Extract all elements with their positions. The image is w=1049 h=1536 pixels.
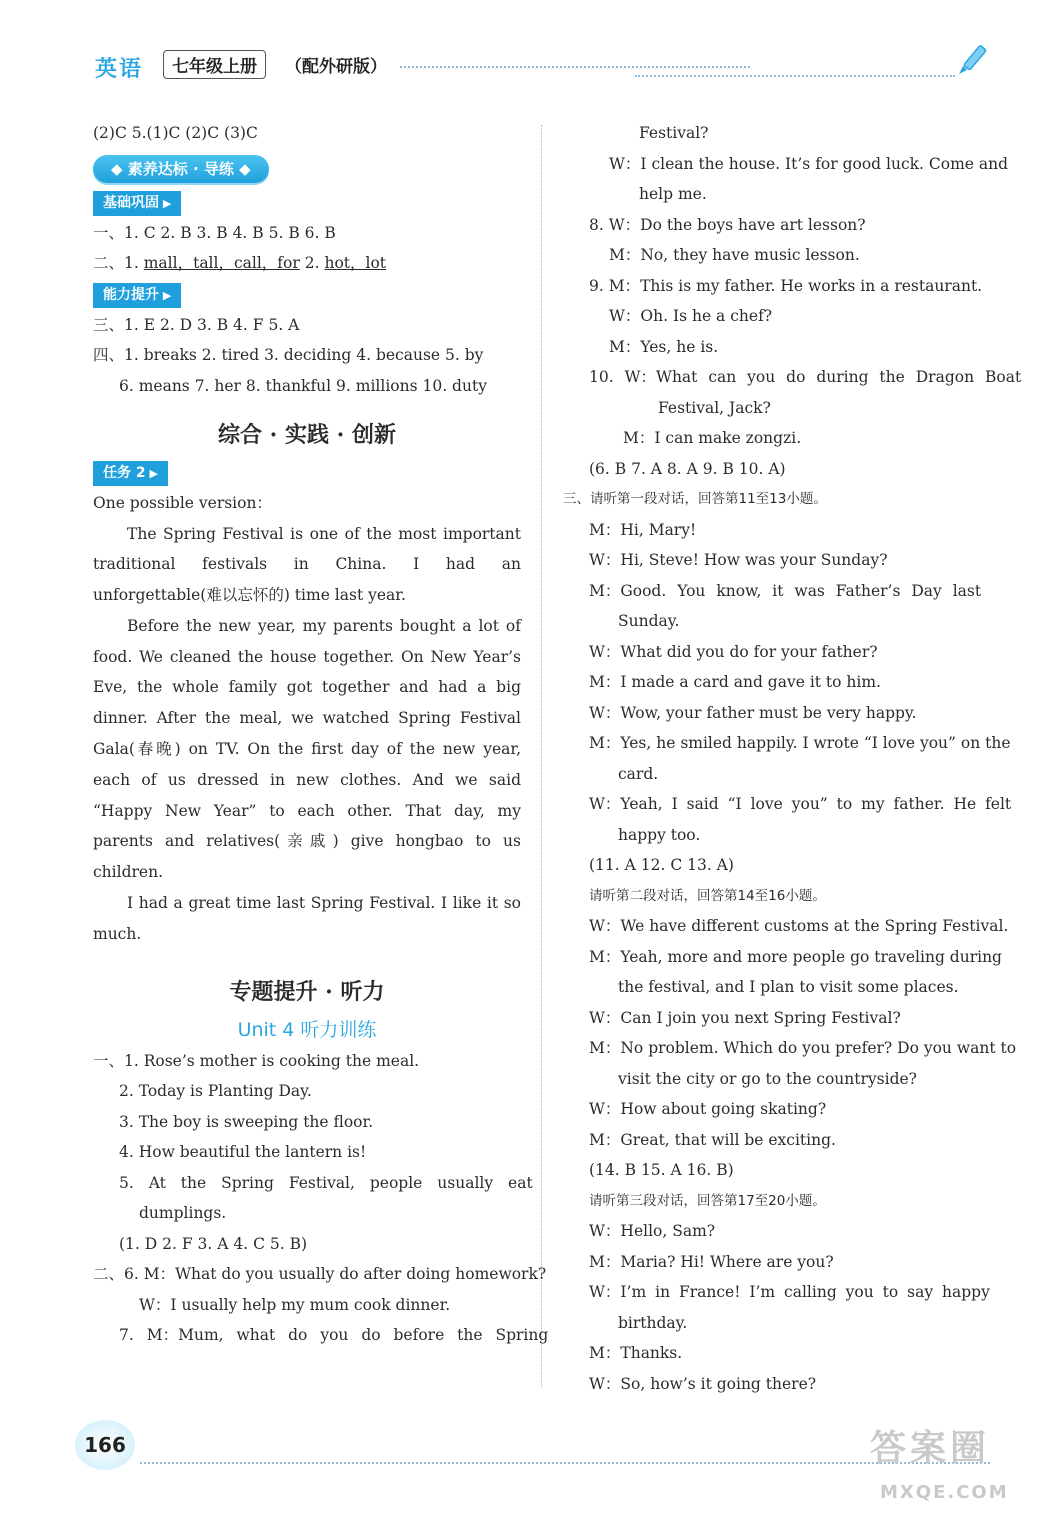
dialogue-line: 二、6. M：What do you usually do after doing homework? <box>93 1265 547 1284</box>
dialogue-line: M：Yes, he smiled happily. I wrote “I love you” on the <box>589 734 1011 752</box>
right-column <box>563 118 1022 1399</box>
dialogue-line: W：Hello, Sam? <box>589 1222 716 1240</box>
dialogue-line: W：What did you do for your father? <box>589 642 878 661</box>
basic-tag: 基础巩固 ▶ <box>93 191 181 216</box>
answer-text: mall，tall，call，for <box>143 254 300 272</box>
dialogue-line: 8. W：Do the boys have art lesson? <box>589 215 866 234</box>
section-title: 专题提升 · 听力 <box>229 978 385 1005</box>
watermark-bottom-text: MXQE.COM <box>880 1482 1009 1503</box>
answer-line: (2)C 5.(1)C (2)C (3)C <box>93 124 258 142</box>
essay-paragraph: I had a great time last Spring Festival. I like it so much. <box>93 894 521 943</box>
answer-line <box>93 248 521 279</box>
subject-label: 英语 <box>95 57 144 82</box>
watermark-logo <box>870 1420 1020 1520</box>
answer-line: 四、1. breaks 2. tired 3. deciding 4. because 5. by <box>93 346 484 364</box>
answer-text: hot，lot <box>324 254 387 272</box>
dialogue-line: M：No, they have music lesson. <box>609 246 860 264</box>
listening-line: 5. At the Spring Festival, people usually eat <box>119 1173 533 1192</box>
dialogue-line: 9. M：This is my father. He works in a restaurant. <box>589 276 983 295</box>
answer-line: 6. means 7. her 8. thankful 9. millions 10. duty <box>119 376 487 395</box>
edition-label: （配外研版） <box>285 57 387 77</box>
dialogue-line: W：We have different customs at the Spring Festival. <box>589 917 1009 935</box>
dialogue-line: M：Yeah, more and more people go traveling during <box>589 947 1002 966</box>
footer-dotted-line <box>140 1462 990 1464</box>
instruction-line: 三、请听第一段对话，回答第11至13小题。 <box>563 491 827 507</box>
dialogue-line: visit the city or go to the countryside? <box>618 1069 917 1088</box>
instruction-line: 请听第三段对话，回答第17至20小题。 <box>589 1192 826 1209</box>
dialogue-line: Festival? <box>639 124 709 142</box>
answer-line: 一、1. C 2. B 3. B 4. B 5. B 6. B <box>93 223 336 242</box>
answer-label: 2. <box>304 254 320 272</box>
dialogue-line: W：Wow, your father must be very happy. <box>589 703 917 722</box>
dialogue-line: W：Yeah, I said “I love you” to my father. He felt <box>589 795 1012 813</box>
answer-label: 二、1. <box>93 254 139 272</box>
pen-icon <box>953 40 993 80</box>
page-header <box>95 48 995 82</box>
page-number: 166 <box>75 1420 135 1470</box>
dialogue-line: M：I can make zongzi. <box>623 429 802 447</box>
task-tag: 任务 2 ▶ <box>93 461 168 486</box>
listening-line: 2. Today is Planting Day. <box>119 1082 312 1101</box>
answer-key: (11. A 12. C 13. A) <box>589 856 734 874</box>
answer-line: 三、1. E 2. D 3. B 4. F 5. A <box>93 315 300 334</box>
section-title: 综合 · 实践 · 创新 <box>218 422 396 448</box>
header-dotted-line <box>400 66 750 68</box>
watermark-top-text: 答案圈 <box>870 1428 991 1469</box>
column-divider <box>541 125 542 1387</box>
left-column <box>93 118 549 1351</box>
dialogue-line: M：No problem. Which do you prefer? Do you want to <box>589 1039 1017 1057</box>
dialogue-line: card. <box>618 764 659 783</box>
unit-title: Unit 4 听力训练 <box>237 1018 377 1041</box>
header-dotted-line-2 <box>635 75 955 77</box>
dialogue-line: M：Maria? Hi! Where are you? <box>589 1252 834 1271</box>
dialogue-line: W：I clean the house. It’s for good luck. Come and <box>609 154 1009 173</box>
dialogue-line: W：I’m in France! I’m calling you to say happy <box>589 1283 990 1301</box>
dialogue-line: M：Yes, he is. <box>609 337 719 356</box>
dialogue-line: the festival, and I plan to visit some places. <box>618 978 959 996</box>
answer-key: (1. D 2. F 3. A 4. C 5. B) <box>119 1234 308 1253</box>
dialogue-line: W：So, how’s it going there? <box>589 1374 817 1393</box>
dialogue-line: W：Oh. Is he a chef? <box>609 307 773 325</box>
dialogue-line: birthday. <box>618 1313 688 1332</box>
version-label: One possible version： <box>93 494 272 512</box>
dialogue-line: help me. <box>639 185 707 203</box>
dialogue-line: M：Good. You know, it was Father’s Day last <box>589 581 982 600</box>
dialogue-line: Festival, Jack? <box>658 398 771 417</box>
dialogue-line: W：I usually help my mum cook dinner. <box>139 1295 451 1314</box>
section-banner: ◆ 素养达标 · 导练 ◆ <box>93 155 269 183</box>
dialogue-line: 10. W：What can you do during the Dragon Boat <box>589 368 1022 386</box>
listening-line: dumplings. <box>139 1204 227 1223</box>
answer-key: (14. B 15. A 16. B) <box>589 1161 734 1179</box>
dialogue-line: W：Can I join you next Spring Festival? <box>589 1008 901 1027</box>
dialogue-line: M：Hi, Mary! <box>589 520 697 539</box>
listening-line: 一、1. Rose’s mother is cooking the meal. <box>93 1051 420 1070</box>
dialogue-line: M：I made a card and gave it to him. <box>589 673 881 691</box>
dialogue-line: W：Hi, Steve! How was your Sunday? <box>589 551 888 569</box>
listening-line: 3. The boy is sweeping the floor. <box>119 1112 374 1131</box>
grade-label: 七年级上册 <box>163 50 266 79</box>
dialogue-line: Sunday. <box>618 612 680 630</box>
advance-tag: 能力提升 ▶ <box>93 283 181 308</box>
dialogue-line: M：Thanks. <box>589 1344 683 1362</box>
dialogue-line: M：Great, that will be exciting. <box>589 1130 836 1149</box>
essay-paragraph: Before the new year, my parents bought a lot of food. We cleaned the house together. On New Year’s Eve, the whole family got together and had a big dinner. After the meal, we watched Spring Festival Gala(春晚) on TV. On the first day of the new year, each of us dressed in new clothes. And we said “Happy New Year” to each other. That day, my parents and relatives(亲戚) give hongbao to us children. <box>93 616 521 882</box>
dialogue-line: W：How about going skating? <box>589 1100 827 1118</box>
answer-key: (6. B 7. A 8. A 9. B 10. A) <box>589 459 786 478</box>
dialogue-line: 7. M：Mum, what do you do before the Spring <box>119 1326 549 1345</box>
dialogue-line: happy too. <box>618 825 701 844</box>
instruction-line: 请听第二段对话，回答第14至16小题。 <box>589 887 826 904</box>
listening-line: 4. How beautiful the lantern is! <box>119 1143 367 1162</box>
essay-paragraph: The Spring Festival is one of the most important traditional festivals in China. I had an unforgettable(难以忘怀的) time last year. <box>93 524 521 605</box>
